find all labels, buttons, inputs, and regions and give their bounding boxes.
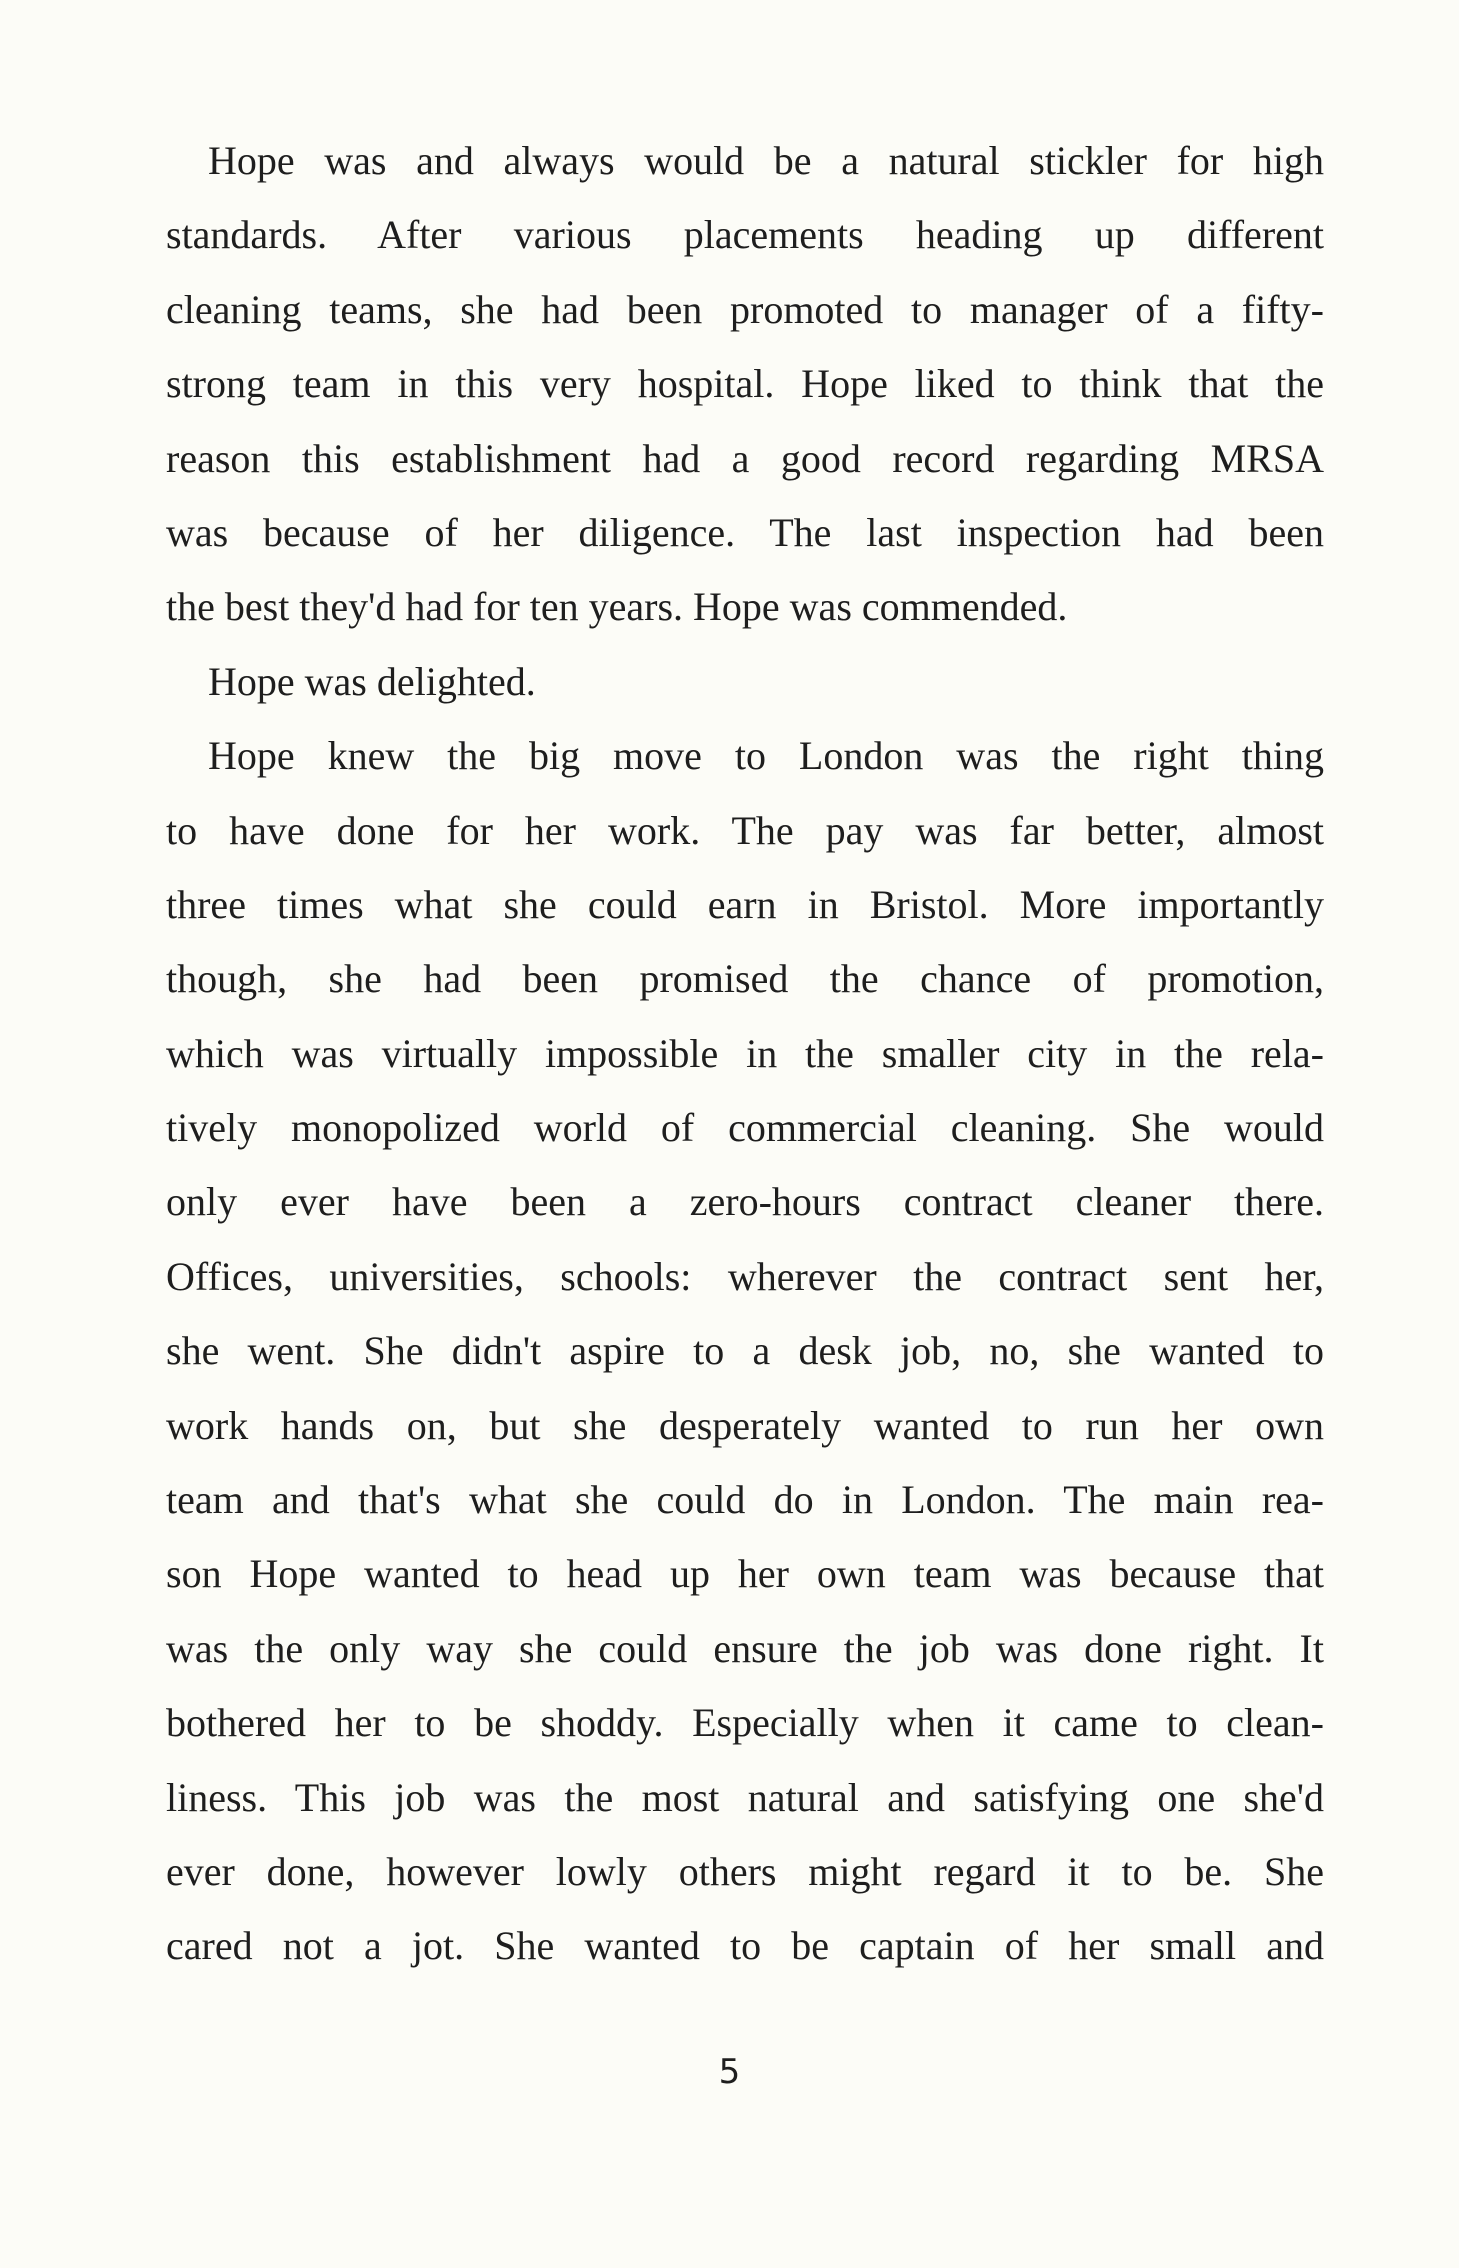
text-line: Hope knew the big move to London was the right thing (208, 733, 1324, 779)
text-line: she went. She didn't aspire to a desk job, no, she wanted to (166, 1328, 1324, 1374)
text-line: cleaning teams, she had been promoted to manager of a fifty- (166, 286, 1324, 332)
text-line: tively monopolized world of commercial cleaning. She would (166, 1105, 1324, 1151)
text-line: work hands on, but she desperately wanted to run her own (166, 1402, 1324, 1448)
text-line: to have done for her work. The pay was far better, almost (166, 807, 1324, 853)
text-line: which was virtually impossible in the smaller city in the rela- (166, 1030, 1324, 1076)
text-line: son Hope wanted to head up her own team was because that (166, 1551, 1324, 1597)
text-line: bothered her to be shoddy. Especially when it came to clean- (166, 1700, 1324, 1746)
text-line: standards. After various placements heading up different (166, 212, 1324, 258)
text-line: Hope was delighted. (208, 658, 536, 704)
text-line: Offices, universities, schools: wherever the contract sent her, (166, 1253, 1324, 1299)
text-line: cared not a jot. She wanted to be captain of her small and (166, 1923, 1324, 1969)
body-text (166, 124, 1324, 1984)
text-line: the best they'd had for ten years. Hope was commended. (166, 584, 1068, 630)
text-line: liness. This job was the most natural and satisfying one she'd (166, 1774, 1324, 1820)
text-line: reason this establishment had a good record regarding MRSA (166, 435, 1324, 481)
page-number: 5 (718, 2052, 741, 2092)
text-line: though, she had been promised the chance of promotion, (166, 956, 1324, 1002)
text-line: three times what she could earn in Bristol. More importantly (166, 881, 1324, 927)
text-line: ever done, however lowly others might regard it to be. She (166, 1848, 1324, 1894)
text-line: strong team in this very hospital. Hope liked to think that the (166, 361, 1324, 407)
text-line: was because of her diligence. The last inspection had been (166, 509, 1324, 555)
text-line: was the only way she could ensure the job was done right. It (166, 1625, 1324, 1671)
text-line: only ever have been a zero-hours contract cleaner there. (166, 1179, 1324, 1225)
text-line: Hope was and always would be a natural stickler for high (208, 138, 1324, 183)
text-line: team and that's what she could do in London. The main rea- (166, 1477, 1324, 1523)
